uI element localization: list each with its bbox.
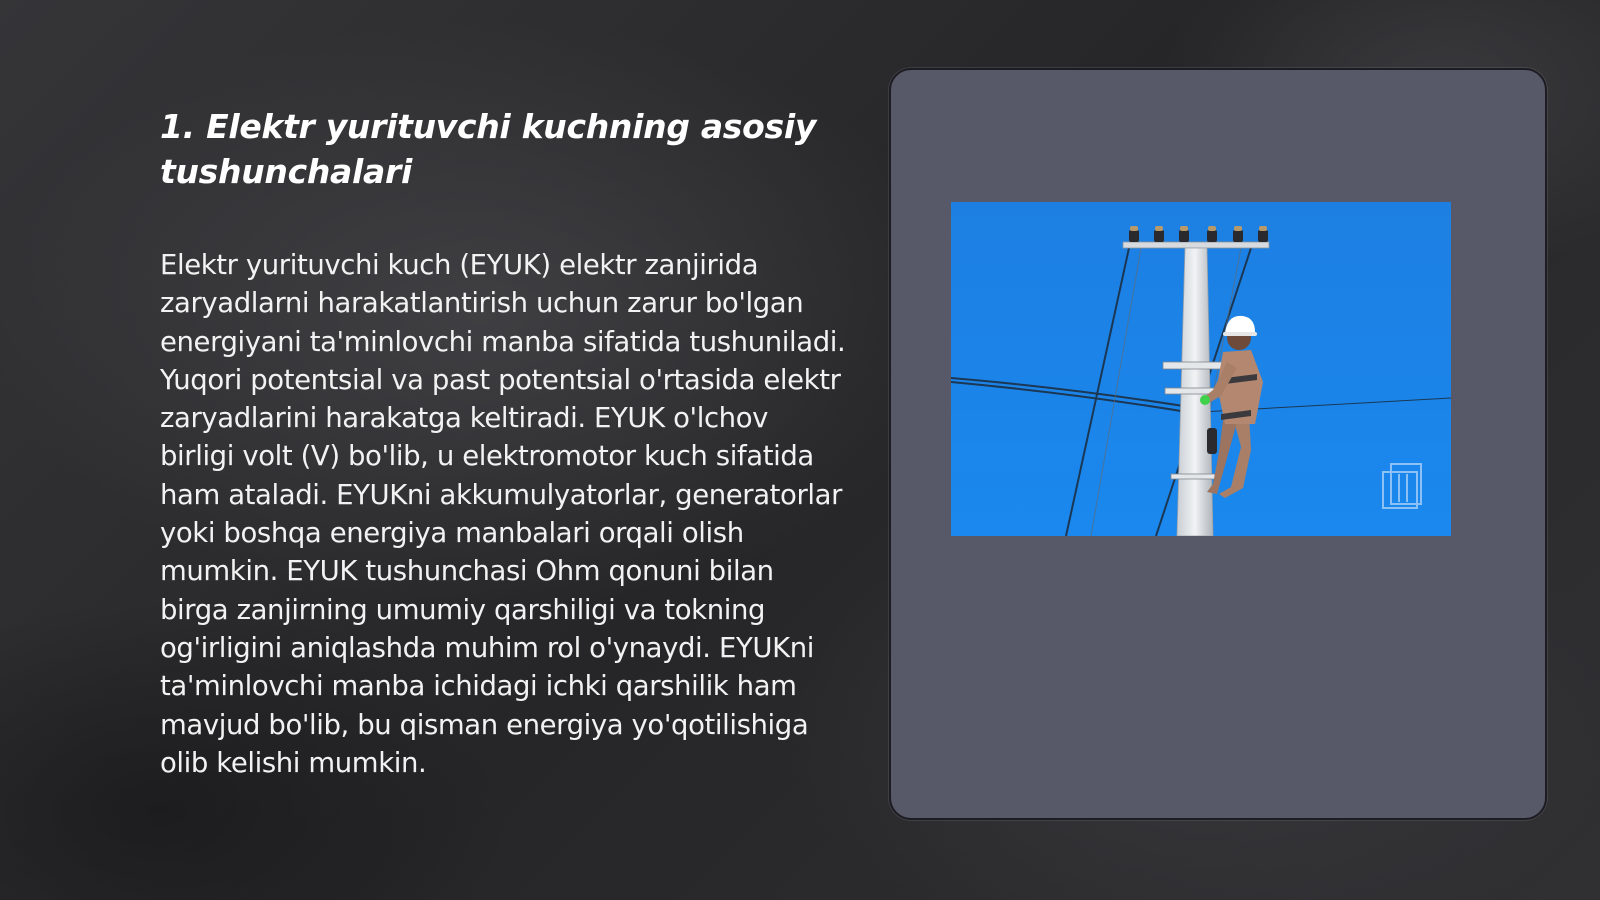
lineman-photo (951, 202, 1451, 536)
image-panel (889, 68, 1547, 820)
lineman-illustration (951, 202, 1451, 536)
slide-paragraph: Elektr yurituvchi kuch (EYUK) elektr zanjirida zaryadlarni harakatlantirish uchun zarur bo'lgan energiyani ta'minlovchi manba sifatida tushuniladi. Yuqori potentsial va past potentsial o'rtasida elektr zaryadlarini harakatga keltiradi. EYUK o'lchov birligi volt (V) bo'lib, u elektromotor kuch sifatida ham ataladi. EYUKni akkumulyatorlar, generatorlar yoki boshqa energiya manbalari orqali olish mumkin. EYUK tushunchasi Ohm qonuni bilan birga zanjirning umumiy qarshiligi va tokning og'irligini aniqlashda muhim rol o'ynaydi. EYUKni ta'minlovchi manba ichidagi ichki qarshilik ham mavjud bo'lib, bu qisman energiya yo'qotilishiga olib kelishi mumkin. (160, 249, 846, 779)
slide-title: 1. Elektr yurituvchi kuchning asosiy tushunchalari (160, 107, 817, 191)
